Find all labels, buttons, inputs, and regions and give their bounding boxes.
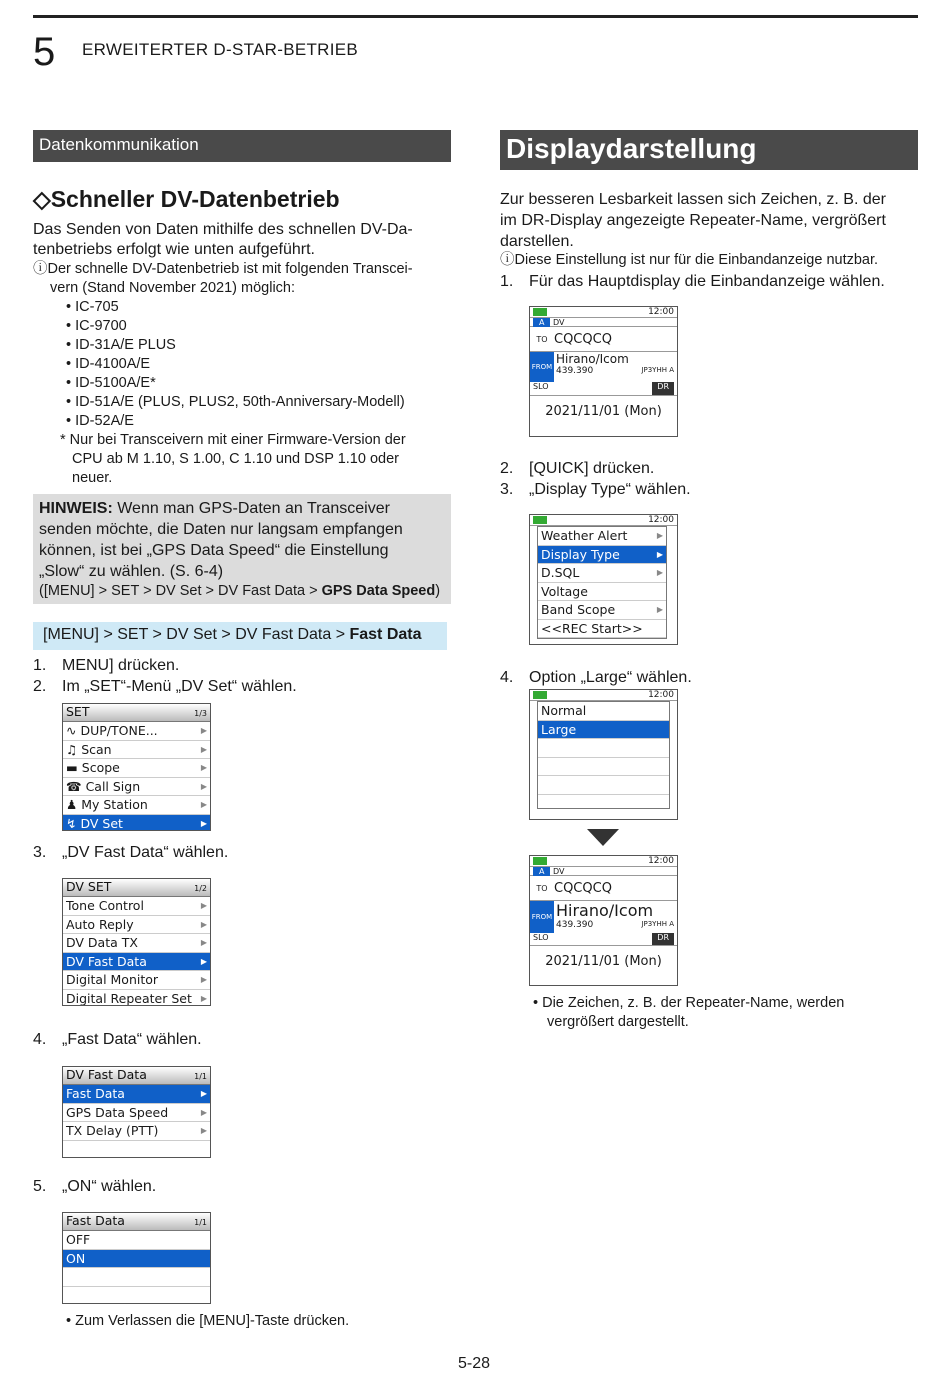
note-box [33,494,451,604]
chevron-right-icon: ▶ [200,800,207,810]
chevron-right-icon: ▶ [200,919,207,929]
menu-item-digital-monitor[interactable]: Digital Monitor ▶ [63,971,210,990]
right-intro-1: Zur besseren Lesbarkeit lassen sich Zeichen, z. B. der [500,191,886,208]
quick-menu-screen [529,514,678,645]
chevron-right-icon: ▶ [200,975,207,985]
menu-item-my-station[interactable]: ♟ My Station ▶ [63,796,210,815]
menu-item-digital-repeater-set[interactable]: Digital Repeater Set ▶ [63,990,210,1007]
empty-row [538,739,669,758]
option-large[interactable]: Large [538,721,669,740]
section-heading: ◇Schneller DV-Datenbetrieb [33,186,340,212]
info-icon: ⓘ [33,261,48,277]
menu-item-scan[interactable]: ♫ Scan ▶ [63,741,210,760]
chevron-right-icon: ▶ [656,568,663,578]
menu-item-dup-tone[interactable]: ∿ DUP/TONE... ▶ [63,722,210,741]
dv-icon: ↯ [66,815,77,831]
step-4: 4. „Fast Data“ wählen. [33,1031,202,1048]
signal-row: SLO DR [530,933,677,946]
note-line-1: HINWEIS: Wenn man GPS-Daten an Transceiver [39,500,390,517]
menu-item-dv-data-tx[interactable]: DV Data TX ▶ [63,934,210,953]
info-icon: ⓘ [500,252,515,268]
step-3: 3. „DV Fast Data“ wählen. [33,844,229,861]
fast-data-screen [62,1212,211,1304]
status-bar: 12:00 [530,690,677,701]
dv-set-screen [62,878,211,1006]
step-1: 1. MENU] drücken. [33,657,180,674]
menu-item-auto-reply[interactable]: Auto Reply ▶ [63,916,210,935]
dup-icon: ∿ [66,723,77,739]
menu-item-dv-fast-data[interactable]: DV Fast Data ▶ [63,953,210,972]
display-type-list [537,701,670,809]
note-menu-path: ([MENU] > SET > DV Set > DV Fast Data > GPS Data Speed) [39,583,441,599]
chevron-right-icon: ▶ [656,549,663,559]
display-type-screen [529,689,678,820]
quick-item-voltage[interactable]: Voltage [538,583,666,602]
model-item: • IC-9700 [66,317,127,336]
band-row: A DV [530,867,677,876]
header-rule [33,15,918,18]
right-step-4: 4. Option „Large“ wählen. [500,669,692,686]
intro-line-2: tenbetriebs erfolgt wie unten aufgeführt. [33,241,315,258]
menu-item-tx-delay[interactable]: TX Delay (PTT) ▶ [63,1122,210,1141]
note-line-2: senden möchte, die Daten nur langsam empfangen [39,521,403,538]
option-normal[interactable]: Normal [538,702,669,721]
footnote-line-3: neuer. [72,470,113,486]
right-step-2: 2. [QUICK] drücken. [500,460,655,477]
right-step-1: 1. Für das Hauptdisplay die Einbandanzeige wählen. [500,273,885,290]
right-step-3: 3. „Display Type“ wählen. [500,481,691,498]
menu-item-call-sign[interactable]: ☎ Call Sign ▶ [63,778,210,797]
option-on[interactable]: ON [63,1250,210,1269]
person-icon: ♟ [66,797,78,813]
option-off[interactable]: OFF [63,1231,210,1250]
call-sign-icon: ☎ [66,778,82,794]
band-row: A DV [530,318,677,327]
section-bar-displaydarstellung: Displaydarstellung [500,130,918,170]
set-menu-screen [62,703,211,831]
quick-item-display-type[interactable]: Display Type ▶ [538,546,666,565]
step-5: 5. „ON“ wählen. [33,1178,157,1195]
note-line-3: können, ist bei „GPS Data Speed“ die Einstellung [39,542,389,559]
intro-line-1: Das Senden von Daten mithilfe des schnellen DV-Da- [33,221,413,238]
note-line-4: „Slow“ zu wählen. (S. 6-4) [39,563,224,580]
model-item: • ID-5100A/E* [66,374,156,393]
menu-path-bar: [MENU] > SET > DV Set > DV Fast Data > Fast Data [33,622,447,650]
menu-item-tone-control[interactable]: Tone Control ▶ [63,897,210,916]
main-display-normal [529,306,678,437]
dv-fast-data-screen [62,1066,211,1158]
right-intro-2: im DR-Display angezeigte Repeater-Name, vergrößert [500,212,886,229]
chevron-right-icon: ▶ [200,901,207,911]
empty-row [538,758,669,777]
status-bar: 12:00 [530,307,677,318]
battery-icon [533,857,547,865]
chevron-right-icon: ▶ [200,744,207,754]
right-info: ⓘDiese Einstellung ist nur für die Einbandanzeige nutzbar. [500,252,879,268]
menu-item-scope[interactable]: ▬ Scope ▶ [63,759,210,778]
model-item: • ID-51A/E (PLUS, PLUS2, 50th-Anniversary-Modell) [66,393,405,412]
screen-title: DV SET 1/2 [63,879,210,897]
quick-item-band-scope[interactable]: Band Scope ▶ [538,601,666,620]
to-row: TO CQCQCQ [530,876,677,901]
chevron-right-icon: ▶ [200,781,207,791]
quick-item-weather-alert[interactable]: Weather Alert ▶ [538,527,666,546]
screen-title: DV Fast Data 1/1 [63,1067,210,1085]
menu-item-dv-set[interactable]: ↯ DV Set ▶ [63,815,210,832]
status-bar: 12:00 [530,856,677,867]
diamond-icon: ◇ [33,186,51,212]
footnote-line-2: CPU ab M 1.10, S 1.00, C 1.10 und DSP 1.10 oder [72,451,399,467]
from-row: FROM Hirano/Icom 439.390 JP3YHH A [530,901,677,933]
from-row: FROM Hirano/Icom 439.390 JP3YHH A [530,352,677,382]
to-row: TO CQCQCQ [530,327,677,352]
quick-item-dsql[interactable]: D.SQL ▶ [538,564,666,583]
info-line-2: vern (Stand November 2021) möglich: [50,280,296,296]
down-arrow-icon [587,829,619,846]
chapter-title: ERWEITERTER D-STAR-BETRIEB [82,40,359,59]
empty-row [538,776,669,795]
quick-item-rec-start[interactable]: <<REC Start>> [538,620,666,639]
scan-icon: ♫ [66,741,78,757]
chevron-right-icon: ▶ [200,1126,207,1136]
signal-row: SLO DR [530,382,677,396]
screen-title: Fast Data 1/1 [63,1213,210,1231]
chevron-right-icon: ▶ [200,1089,207,1099]
footnote-line-1: * Nur bei Transceivern mit einer Firmware-Version der [60,432,406,448]
model-item: • IC-705 [66,298,119,317]
chevron-right-icon: ▶ [656,531,663,541]
exit-note: • Zum Verlassen die [MENU]-Taste drücken. [66,1312,349,1331]
chevron-right-icon: ▶ [200,956,207,966]
chevron-right-icon: ▶ [200,938,207,948]
battery-icon [533,308,547,316]
chapter-number: 5 [33,30,56,74]
model-item: • ID-31A/E PLUS [66,336,176,355]
quick-menu-list [537,526,667,639]
date-row: 2021/11/01 (Mon) [545,953,662,969]
main-display-large [529,855,678,986]
chevron-right-icon: ▶ [200,818,207,828]
menu-item-fast-data[interactable]: Fast Data ▶ [63,1085,210,1104]
chevron-right-icon: ▶ [656,605,663,615]
battery-icon [533,516,547,524]
model-item: • ID-4100A/E [66,355,150,374]
chevron-right-icon: ▶ [200,993,207,1003]
result-line-2: vergrößert dargestellt. [547,1014,689,1030]
chevron-right-icon: ▶ [200,1107,207,1117]
result-line-1: • Die Zeichen, z. B. der Repeater-Name, werden [533,994,844,1013]
step-2: 2. Im „SET“-Menü „DV Set“ wählen. [33,678,297,695]
status-bar: 12:00 [530,515,677,526]
info-line-1: ⓘDer schnelle DV-Datenbetrieb ist mit folgenden Transcei- [33,261,413,277]
chevron-right-icon: ▶ [200,763,207,773]
battery-icon [533,691,547,699]
page-number: 5-28 [458,1355,491,1372]
date-row: 2021/11/01 (Mon) [545,403,662,419]
chevron-right-icon: ▶ [200,726,207,736]
empty-row [63,1268,210,1287]
scope-icon: ▬ [66,760,78,776]
section-bar-datenkommunikation: Datenkommunikation [33,130,451,162]
screen-title: SET 1/3 [63,704,210,722]
model-item: • ID-52A/E [66,412,134,431]
menu-item-gps-data-speed[interactable]: GPS Data Speed ▶ [63,1104,210,1123]
right-intro-3: darstellen. [500,233,574,250]
